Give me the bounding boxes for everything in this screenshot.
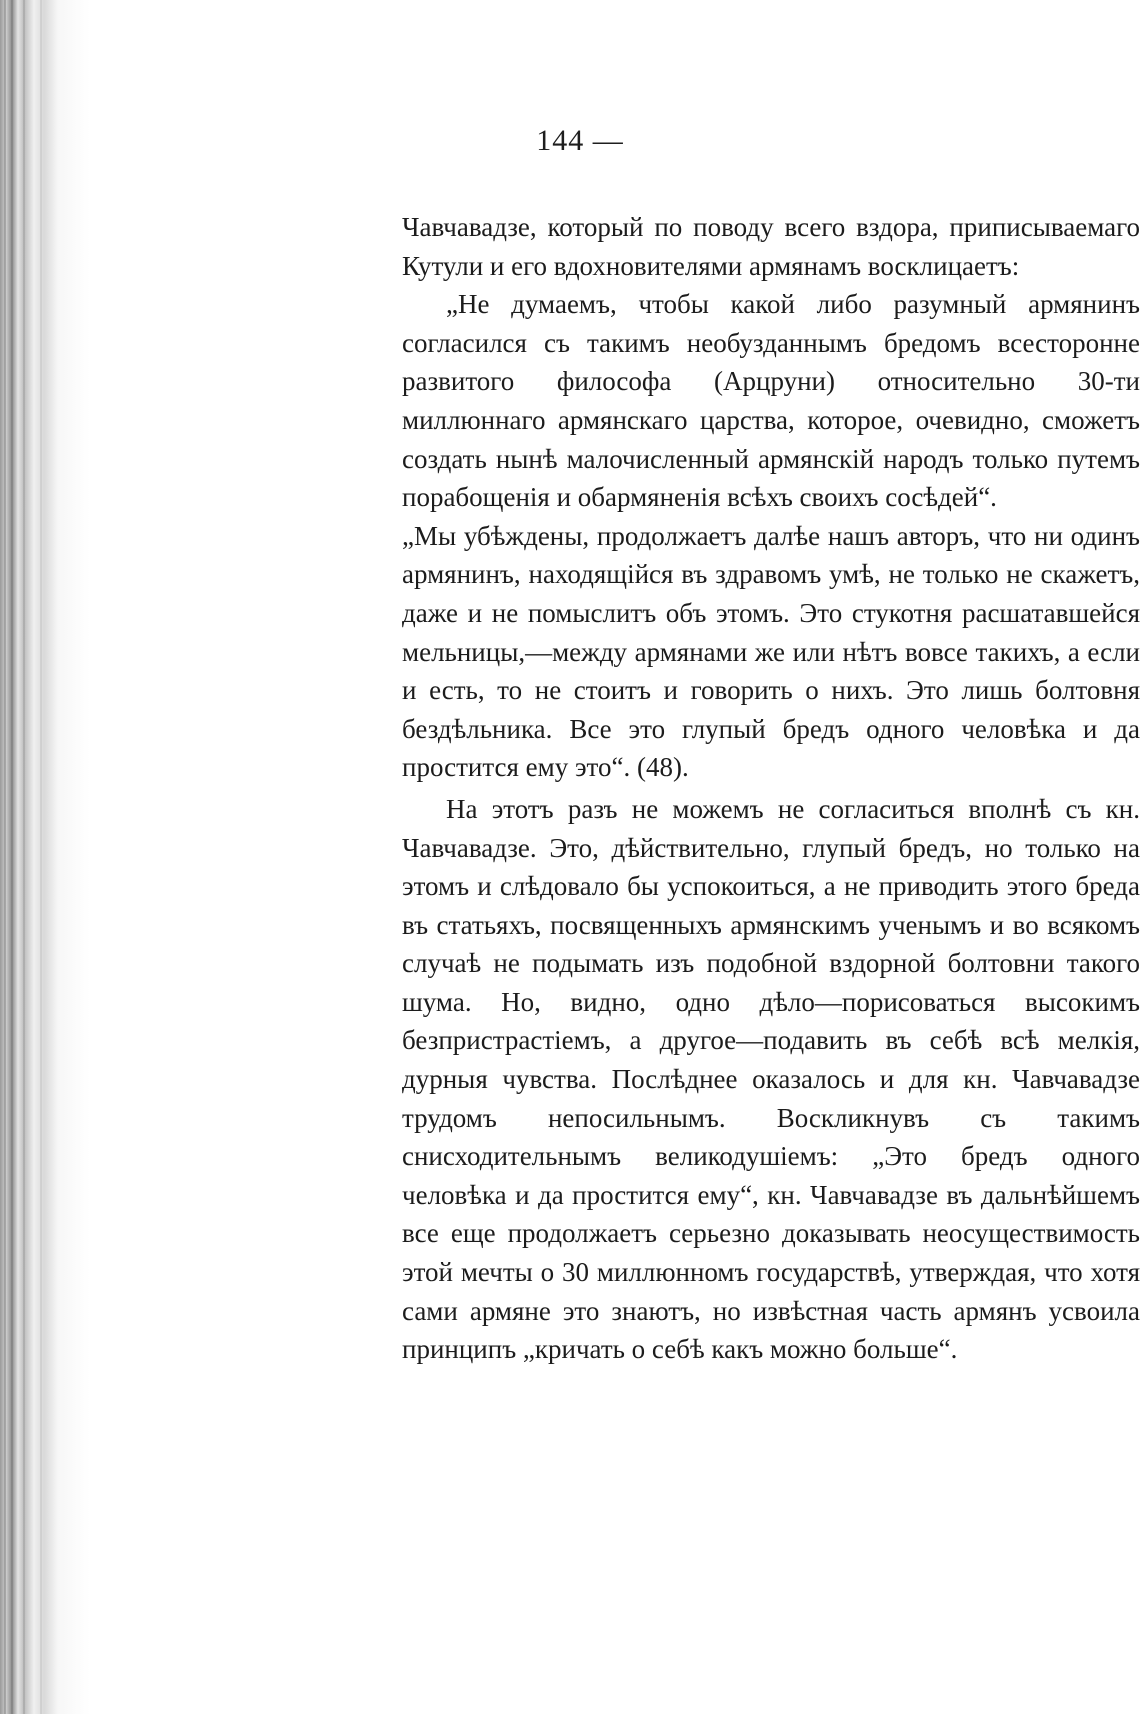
binding-streak <box>23 0 25 1714</box>
binding-streak <box>4 0 6 1714</box>
page-number: 144 — <box>536 124 624 157</box>
paragraph: Чавчавадзе, который по поводу всего вздора, приписываемаго Кутули и его вдохновителями армянамъ восклицаетъ: <box>402 212 1140 281</box>
paragraph: На этотъ разъ не можемъ не согласиться вполнѣ съ кн. Чавчавадзе. Это, дѣйствительно, глупый бредъ, но только на этомъ и слѣдовало бы успокоиться, а не приводить этого бреда въ статьяхъ, посвященныхъ армянскимъ ученымъ и во всякомъ случаѣ не подымать изъ подобной вздорной болтовни такого шума. Но, видно, одно дѣло—порисоваться высокимъ безпристрастіемъ, а другое—подавить въ себѣ всѣ мелкія, дурныя чувства. Послѣднее оказалось и для кн. Чавчавадзе трудомъ непосильнымъ. Воскликнувъ съ такимъ снисходительнымъ великодушіемъ: „Это бредъ одного человѣка и да простится ему“, кн. Чавчавадзе въ дальнѣйшемъ все еще продолжаетъ серьезно доказывать неосуществимость этой мечты о 30 миллюнномъ государствѣ, утверждая, что хотя сами армяне это знаютъ, но извѣстная часть армянъ усвоила принципъ „кричать о себѣ какъ можно больше“. <box>402 793 1140 1365</box>
binding-streak <box>40 0 42 1714</box>
binding-shadow <box>0 0 90 1714</box>
body-text <box>402 208 1140 1369</box>
paragraph: „Не думаемъ, чтобы какой либо разумный армянинъ согласился съ такимъ необузданнымъ бредомъ всесторонне развитого философа (Арцруни) относительно 30-ти миллюннаго армянскаго царства, которое, очевидно, сможетъ создать нынѣ малочисленный армянскій народъ только путемъ порабощенія и обармяненія всѣхъ своихъ сосѣдей“. <box>402 289 1140 513</box>
paragraph: „Мы убѣждены, продолжаетъ далѣе нашъ авторъ, что ни одинъ армянинъ, находящійся въ здравомъ умѣ, не только не скажетъ, даже и не помыслитъ объ этомъ. Это стукотня расшатавшейся мельницы,—между армянами же или нѣтъ вовсе такихъ, а если и есть, то не стоитъ и говорить о нихъ. Это лишь болтовня бездѣльника. Все это глупый бредъ одного человѣка и да простится ему это“. (48). <box>402 520 1140 783</box>
binding-streak <box>11 0 13 1714</box>
